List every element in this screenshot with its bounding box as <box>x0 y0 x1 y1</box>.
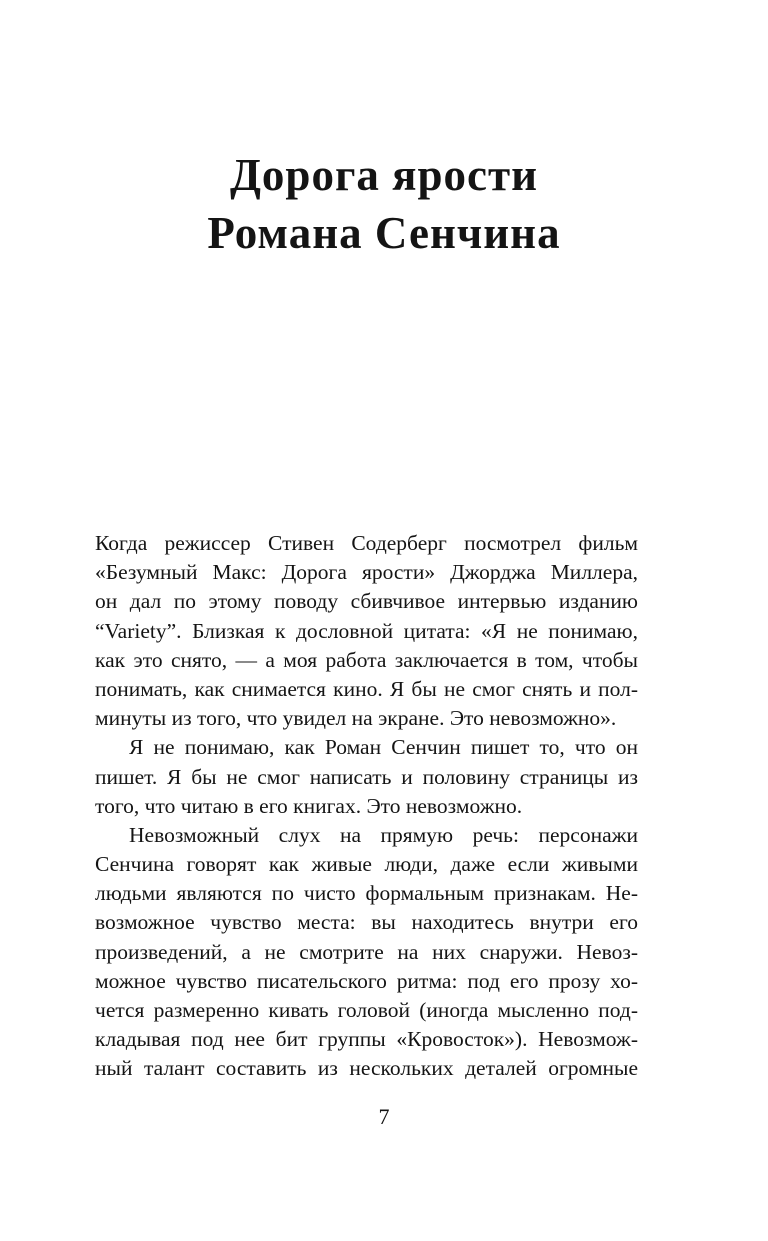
text-line: он дал по этому поводу сбивчивое интервью изданию <box>95 589 638 614</box>
page-number: 7 <box>378 1104 390 1129</box>
text-line: возможное чувство места: вы находитесь внутри его <box>95 910 638 935</box>
text-line: минуты из того, что увидел на экране. Это невозможно». <box>95 706 617 731</box>
chapter-title <box>0 146 768 262</box>
chapter-title-line-2: Романа Сенчина <box>207 208 561 258</box>
body-text <box>95 529 638 1084</box>
text-line: произведений, а не смотрите на них снаружи. Невоз- <box>95 939 638 964</box>
text-line: “Variety”. Близкая к дословной цитата: «Я не понимаю, <box>95 618 638 643</box>
chapter-title-line-1: Дорога ярости <box>229 150 539 200</box>
text-line: как это снято, — а моя работа заключается в том, чтобы <box>95 647 638 672</box>
text-line: ный талант составить из нескольких деталей огромные <box>95 1056 638 1081</box>
text-line: можное чувство писательского ритма: под его прозу хо- <box>95 968 638 993</box>
text-line: чется размеренно кивать головой (иногда мысленно под- <box>95 998 638 1022</box>
text-line: «Безумный Макс: Дорога ярости» Джорджа Миллера, <box>95 560 638 585</box>
text-line: Невозможный слух на прямую речь: персонажи <box>129 822 638 847</box>
text-line: Я не понимаю, как Роман Сенчин пишет то, что он <box>129 735 638 760</box>
text-line: пишет. Я бы не смог написать и половину страницы из <box>95 764 638 789</box>
text-line: людьми являются по чисто формальным признакам. Не- <box>95 881 638 906</box>
text-line: кладывая под нее бит группы «Кровосток»). Невозмож- <box>95 1027 638 1052</box>
text-line: того, что читаю в его книгах. Это невозможно. <box>95 793 523 818</box>
text-line: понимать, как снимается кино. Я бы не смог снять и пол- <box>95 676 638 701</box>
text-line: Сенчина говорят как живые люди, даже если живыми <box>95 852 638 877</box>
text-line: Когда режиссер Стивен Содерберг посмотрел фильм <box>95 531 638 555</box>
